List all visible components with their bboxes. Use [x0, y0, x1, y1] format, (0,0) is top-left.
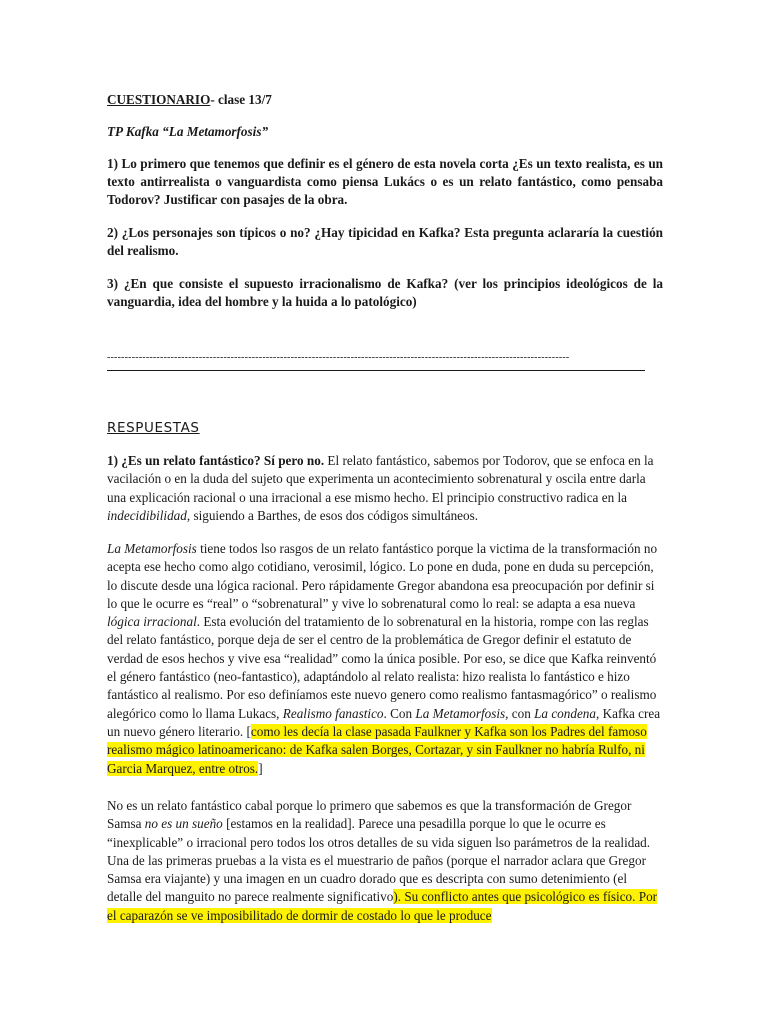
italic-run: no es un sueño	[144, 816, 223, 832]
separator-rule	[107, 370, 645, 371]
text-run: , con	[505, 705, 535, 721]
answer-paragraph-3	[107, 797, 663, 925]
answer-paragraph-1	[107, 452, 663, 525]
text-run: , siguiendo a Barthes, de esos dos códigos simultáneos.	[186, 507, 479, 523]
title-underlined: CUESTIONARIO	[107, 92, 211, 107]
text-run: , Kafka crea un nuevo género literario. [	[107, 705, 661, 739]
italic-run: La Metamorfosis	[415, 705, 506, 721]
italic-run: La condena	[534, 705, 596, 721]
italic-run: indecidibilidad	[107, 507, 187, 523]
answer-1-lead: 1) ¿Es un relato fantástico? Sí pero no.	[107, 453, 325, 468]
question-3: 3) ¿En que consiste el supuesto irracionalismo de Kafka? (ver los principios ideológicos de la vanguardia, idea del hombre y la huida a lo patológico)	[107, 276, 663, 309]
text-run: . Esta evolución del tratamiento de lo sobrenatural en la historia, rompe con las reglas del relato fantástico, porque deja de ser el centro de la problemática de Gregor definir el estatuto de verdad de esos hechos y vive esa “realidad” como la única posible. Por eso, se dice que Kafka reinventó el género fantástico (neo-fantastico), adaptándolo al relato realista: hizo realista lo fantástico e hizo fantástico al realismo. Por eso definíamos este nuevo genero como realismo fantasmagórico” o realismo alegórico como lo llama Lukacs,	[107, 614, 657, 721]
text-run: . Con	[383, 705, 416, 721]
italic-run: lógica irracional	[107, 614, 197, 630]
text-run: No es un relato fantástico cabal porque lo primero que sabemos es que la transformación de Gregor Samsa	[107, 798, 632, 832]
highlighted-text: ). Su conflicto antes que psicológico es físico. Por el caparazón se ve imposibilitado de dormir de costado lo que le produce	[107, 889, 658, 923]
title-rest: - clase 13/7	[210, 92, 272, 107]
text-run: ]	[258, 760, 263, 776]
text-run: El relato fantástico, sabemos por Todorov, que se enfoca en la vacilación o en la duda del sujeto que experimenta un acontecimiento sobrenatural y oscila entre darla una explicación racional o una irracional a ese mismo hecho. El principio constructivo radica en la	[107, 453, 654, 505]
document-subtitle: TP Kafka “La Metamorfosis”	[107, 124, 269, 139]
highlighted-text: como les decía la clase pasada Faulkner y Kafka son los Padres del famoso realismo mágico latinoamericano: de Kafka salen Borges, Cortazar, y sin Faulkner no habría Rulfo, ni Garcia Marquez, entre otros.	[107, 723, 647, 776]
question-1: 1) Lo primero que tenemos que definir es el género de esta novela corta ¿Es un texto realista, es un texto antirrealista o vanguardista como piensa Lukács o es un relato fantástico, como pensaba Todorov? Justificar con pasajes de la obra.	[107, 156, 663, 207]
answers-heading: RESPUESTAS	[107, 420, 200, 436]
document-title	[107, 92, 272, 108]
text-run: [estamos en la realidad]. Parece una pesadilla porque lo que le ocurre es “inexplicable” o irracional pero todos los otros detalles de su vida siguen lso parámetros de la realidad. Una de las primeras pruebas a la vista es el muestrario de paños (porque el narrador aclara que Gregor Samsa era viajante) y una imagen en un cuadro dorado que es descripta con sumo detenimiento (el detalle del manguito no parece realmente significativo	[107, 816, 651, 905]
text-run: tiene todos lso rasgos de un relato fantástico porque la victima de la transformación no acepta ese hecho como algo cotidiano, verosimil, lógico. Lo pone en duda, pone en duda su percepción, lo discute desde una lógica racional. Pero rápidamente Gregor abandona esa preocupación por definir si lo que le ocurre es “real” o “sobrenatural” y vive lo sobrenatural como lo real: se adapta a esa nueva	[107, 541, 658, 611]
answer-paragraph-2	[107, 540, 663, 778]
dashed-separator: -----------------------------------------------------------------------------------------------------------------------------------	[107, 353, 570, 363]
italic-run: La Metamorfosis	[107, 541, 197, 556]
italic-run: Realismo fanastico	[282, 705, 384, 721]
question-2: 2) ¿Los personajes son típicos o no? ¿Hay tipicidad en Kafka? Esta pregunta aclararía la cuestión del realismo.	[107, 225, 663, 258]
